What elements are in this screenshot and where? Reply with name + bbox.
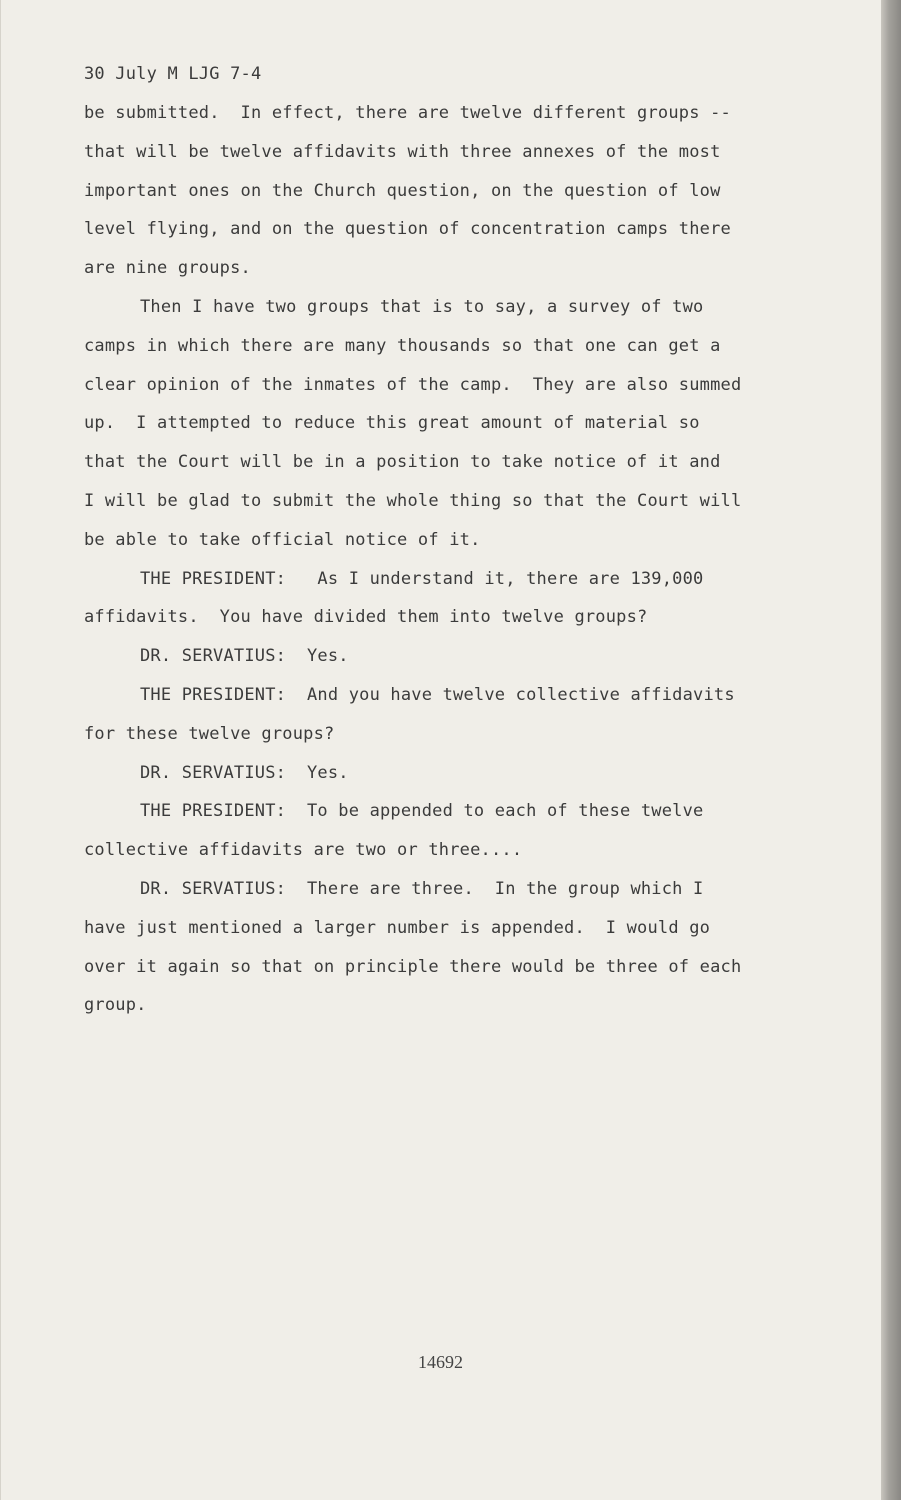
text-line: have just mentioned a larger number is appended. I would go [84,917,711,938]
text-line: camps in which there are many thousands so that one can get a [84,335,721,356]
text-line: that will be twelve affidavits with three annexes of the most [84,141,721,162]
text-line: be able to take official notice of it. [84,529,481,550]
text-line: affidavits. You have divided them into twelve groups? [84,607,648,628]
text-line: are nine groups. [84,258,251,279]
speaker-line: DR. SERVATIUS: Yes. [140,646,349,667]
text-line: be submitted. In effect, there are twelve different groups -- [84,103,731,123]
text-line: collective affidavits are two or three.... [84,840,523,861]
text-line: important ones on the Church question, on the question of low [84,180,721,201]
speaker-line: DR. SERVATIUS: Yes. [140,762,349,783]
text-line: level flying, and on the question of concentration camps there [84,219,731,240]
text-line: that the Court will be in a position to take notice of it and [84,452,721,473]
text-line: over it again so that on principle there would be three of each [84,956,742,977]
page-number: 14692 [418,1352,463,1372]
text-line: Then I have two groups that is to say, a survey of two [140,296,704,317]
speaker-line: THE PRESIDENT: To be appended to each of these twelve [140,801,704,822]
text-line: for these twelve groups? [84,723,335,744]
text-line: I will be glad to submit the whole thing so that the Court will [84,490,742,511]
paper-edge [881,0,901,1500]
text-line: group. [84,995,147,1016]
text-line: up. I attempted to reduce this great amount of material so [84,413,700,434]
text-line: clear opinion of the inmates of the camp. They are also summed [84,374,742,395]
page-header: 30 July M LJG 7-4 [84,64,262,84]
speaker-line: DR. SERVATIUS: There are three. In the group which I [140,878,704,899]
speaker-line: THE PRESIDENT: As I understand it, there are 139,000 [140,568,704,589]
speaker-line: THE PRESIDENT: And you have twelve collective affidavits [140,684,735,705]
transcript-body [84,54,824,1025]
